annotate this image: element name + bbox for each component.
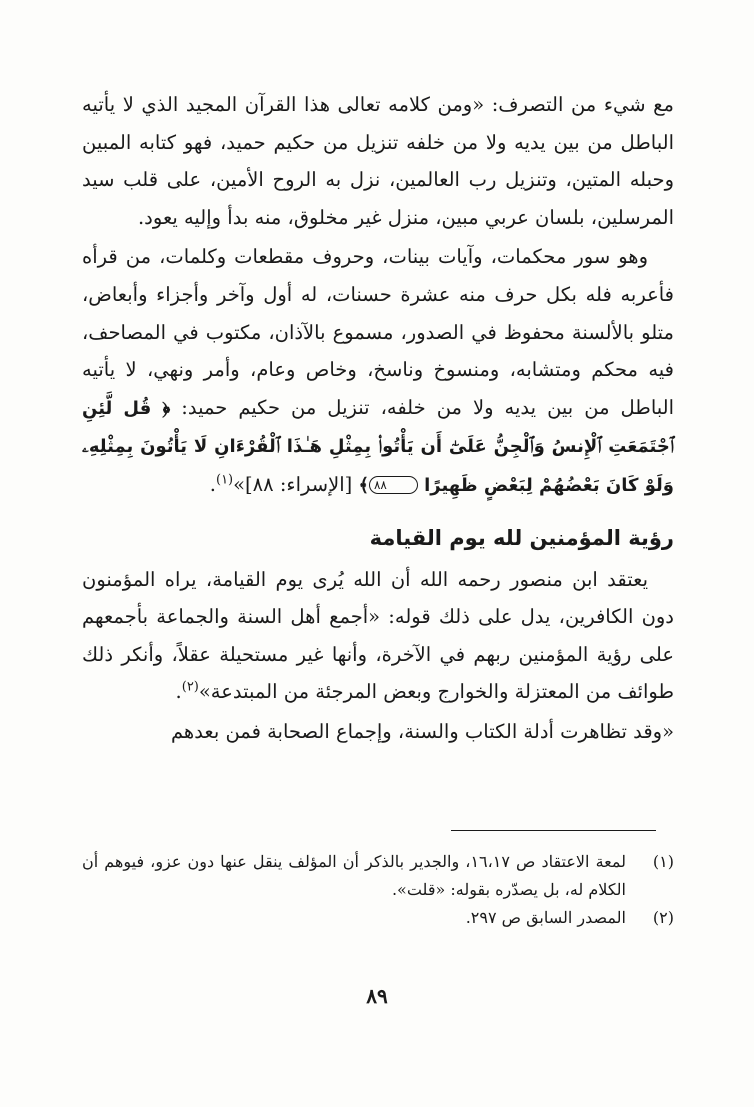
quran-verse: ﴿ قُل لَّئِنِ ٱجْتَمَعَتِ ٱلْإِنسُ وَٱلْجِنُّ عَلَىٰٓ أَن يَأْتُوا۟ بِمِثْلِ هَـٰذَا ٱلْقُرْءَانِ لَا يَأْتُونَ بِمِثْلِهِۦ وَلَوْ كَانَ بَعْضُهُمْ لِبَعْضٍ ظَهِيرًا (82, 397, 674, 496)
verse-reference: [الإسراء: ٨٨]» (233, 472, 353, 496)
footnote-number: (٢) (652, 908, 674, 927)
paragraph-vision (82, 561, 674, 711)
paragraph-text: يعتقد ابن منصور رحمه الله أن الله يُرى يوم القيامة، يراه المؤمنون دون الكافرين، يدل على ذلك قوله: «أجمع أهل السنة والجماعة بأجمعهم على رؤية المؤمنين ربهم في الآخرة، وأنها غير مستحيلة عقلاً، وأنكر ذلك طوائف من المعتزلة والخوارج وبعض المرجئة من المبتدعة» (82, 567, 674, 704)
verse-number-badge: ٨٨ (369, 476, 418, 494)
page-number: ٨٩ (366, 984, 388, 1008)
verse-close-bracket: ﴾ (358, 474, 369, 496)
footnote-item (82, 848, 674, 904)
paragraph-end: . (175, 680, 182, 704)
footnote-marker-2[interactable]: (٢) (181, 679, 199, 695)
section-heading: رؤية المؤمنين لله يوم القيامة (369, 525, 674, 550)
footnote-separator (451, 830, 656, 831)
footnote-text: لمعة الاعتقاد ص ١٦،١٧، والجدير بالذكر أن المؤلف ينقل عنها دون عزو، فيوهم أن الكلام له، بل يصدّره بقوله: «قلت». (82, 852, 626, 899)
paragraph-text: وهو سور محكمات، وآيات بينات، وحروف مقطعات وكلمات، من قرأه فأعربه فله بكل حرف منه عشرة حسنات، له أول وآخر وأجزاء وأبعاض، متلو بالألسنة محفوظ في الصدور، مسموع بالآذان، مكتوب في المصاحف، فيه محكم ومتشابه، ومنسوخ وناسخ، وخاص وعام، وأمر ونهي، لا يأتيه الباطل من بين يديه ولا من خلفه، تنزيل من حكيم حميد: (82, 245, 675, 419)
footnote-item (82, 904, 674, 932)
footnote-number: (١) (652, 852, 674, 871)
footnote-marker-1[interactable]: (١) (215, 472, 234, 488)
paragraph-end: . (209, 472, 216, 496)
footnote-text: المصدر السابق ص ٢٩٧. (465, 908, 626, 927)
paragraph-quote-quran: مع شيء من التصرف: «ومن كلامه تعالى هذا القرآن المجيد الذي لا يأتيه الباطل من بين يديه ولا من خلفه تنزيل من حكيم حميد، فهو كتابه المبين وحبله المتين، وتنزيل رب العالمين، نزل به الروح الأمين، على قلب سيد المرسلين، بلسان عربي مبين، منزل غير مخلوق، منه بدأ وإليه يعود. (82, 93, 674, 229)
footnotes (82, 848, 674, 932)
paragraph-quran-description (82, 238, 674, 504)
paragraph-evidence: «وقد تظاهرت أدلة الكتاب والسنة، وإجماع الصحابة فمن بعدهم (170, 719, 674, 743)
page-body (82, 86, 674, 751)
